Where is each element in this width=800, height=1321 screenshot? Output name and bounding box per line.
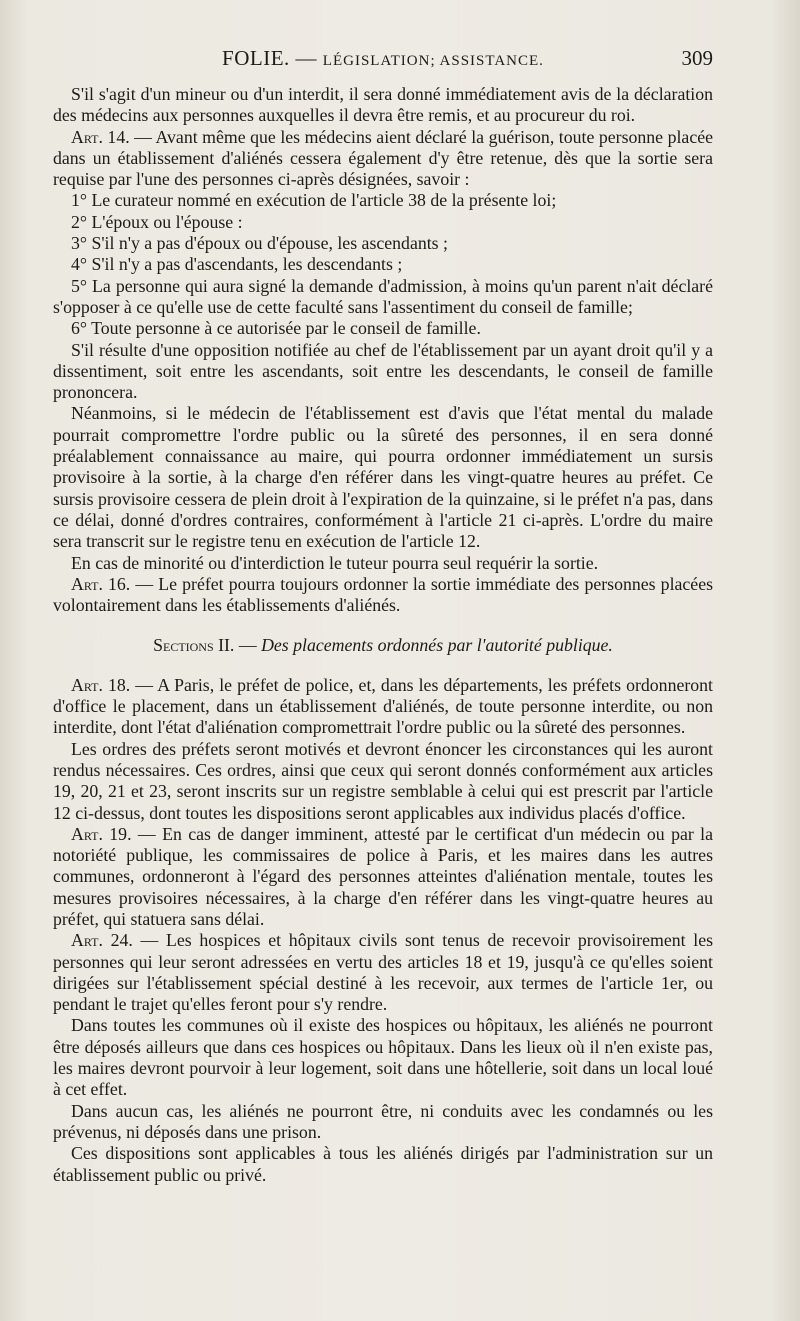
list-item: 3° S'il n'y a pas d'époux ou d'épouse, les ascendants ; xyxy=(71,233,448,254)
article-text: — A Paris, le préfet de police, et, dans les départements, les préfets ordonneront d'office le placement, dans un établissement d'aliénés, de toute personne interdite, ou non interdite, dont l'état d'aliénation compromettrait l'ordre public ou la sûreté des personnes. xyxy=(53,674,713,738)
paragraph: S'il résulte d'une opposition notifiée au chef de l'établissement par un ayant droit qu'il y a dissentiment, soit entre les ascendants, soit entre les descendants, le conseil de famille prononcera. xyxy=(53,339,713,403)
article-label: Art. 14. xyxy=(71,126,130,147)
article-label: Art. 16. xyxy=(71,573,131,594)
section-label: Sections II. xyxy=(153,635,235,656)
list-item: 2° L'époux ou l'épouse : xyxy=(71,211,243,232)
article-text: — Les hospices et hôpitaux civils sont tenus de recevoir provisoirement les personnes qui leur seront adressées en vertu des articles 18 et 19, jusqu'à ce qu'elles soient dirigées sur l'établissement spécial destiné à les recevoir, aux termes de l'article 1er, ou pendant le trajet qu'elles feront pour s'y rendre. xyxy=(53,930,714,1015)
paragraph: S'il s'agit d'un mineur ou d'un interdit, il sera donné immédiatement avis de la déclaration des médecins aux personnes auxquelles il devra être remis, et au procureur du roi. xyxy=(53,84,713,126)
paragraph: Ces dispositions sont applicables à tous les aliénés dirigés par l'administration sur un établissement public ou privé. xyxy=(53,1143,713,1185)
paragraph: En cas de minorité ou d'interdiction le tuteur pourra seul requérir la sortie. xyxy=(71,552,599,573)
header-title-sub: LÉGISLATION; ASSISTANCE. xyxy=(322,53,544,69)
list-item: 5° La personne qui aura signé la demande d'admission, à moins qu'un parent n'ait déclaré s'opposer à ce qu'elle use de cette faculté sans l'assentiment du conseil de famille; xyxy=(53,275,713,317)
article-label: Art. 19. xyxy=(71,823,132,844)
article-text: — Le préfet pourra toujours ordonner la sortie immédiate des personnes placées volontairement dans les établissements d'aliénés. xyxy=(53,573,713,616)
article-label: Art. 18. xyxy=(71,674,131,695)
running-header xyxy=(53,46,713,80)
list-item: 1° Le curateur nommé en exécution de l'article 38 de la présente loi; xyxy=(71,190,557,211)
article-label: Art. 24. xyxy=(71,930,133,951)
header-title-main: FOLIE. — xyxy=(222,46,323,70)
list-item: 4° S'il n'y a pas d'ascendants, les descendants ; xyxy=(71,254,403,275)
paragraph: Les ordres des préfets seront motivés et devront énoncer les circonstances qui les auront rendus nécessaires. Ces ordres, ainsi que ceux qui seront donnés conformément aux articles 19, 20, 21 et 23, seront inscrits sur un registre semblable à celui qui est prescrit par l'article 12 ci-dessus, dont toutes les dispositions seront applicables aux individus placés d'office. xyxy=(53,738,713,823)
article-24 xyxy=(53,930,713,1015)
section-dash: — xyxy=(234,635,262,656)
page-number: 309 xyxy=(681,46,713,70)
paragraph: Néanmoins, si le médecin de l'établissement est d'avis que l'état mental du malade pourrait compromettre l'ordre public ou la sûreté des personnes, il en sera donné préalablement connaissance au maire, qui pourra ordonner immédiatement un sursis provisoire à la sortie, à la charge d'en référer dans les vingt-quatre heures au préfet. Ce sursis provisoire cessera de plein droit à l'expiration de la quinzaine, si le préfet n'a pas, dans ce délai, donné d'ordres contraires, conformément à l'article 21 ci-après. L'ordre du maire sera transcrit sur le registre tenu en exécution de l'article 12. xyxy=(53,403,713,552)
article-text: — En cas de danger imminent, attesté par le certificat d'un médecin ou par la notoriété publique, les commissaires de police à Paris, et les maires dans les autres communes, ordonneront à l'égard des personnes atteintes d'aliénation mentale, toutes les mesures provisoires nécessaires, à la charge d'en référer dans les vingt-quatre heures au préfet, qui statuera sans délai. xyxy=(53,823,713,929)
page-body xyxy=(53,84,713,1186)
article-16 xyxy=(53,574,713,617)
article-19 xyxy=(53,824,713,930)
section-heading xyxy=(53,635,713,656)
article-14 xyxy=(53,127,713,191)
paragraph: Dans aucun cas, les aliénés ne pourront être, ni conduits avec les condamnés ou les prévenus, ni déposés dans une prison. xyxy=(53,1100,713,1142)
list-item: 6° Toute personne à ce autorisée par le conseil de famille. xyxy=(71,318,481,339)
article-18 xyxy=(53,675,713,739)
article-text: — Avant même que les médecins aient déclaré la guérison, toute personne placée dans un établissement d'aliénés cessera également d'y être retenue, dès que la sortie sera requise par l'une des personnes ci-après désignées, savoir : xyxy=(53,126,713,190)
section-title: Des placements ordonnés par l'autorité publique. xyxy=(261,635,613,656)
paragraph: Dans toutes les communes où il existe des hospices ou hôpitaux, les aliénés ne pourront être déposés ailleurs que dans ces hospices ou hôpitaux. Dans les lieux où il n'en existe pas, les maires devront pourvoir à leur logement, soit dans une hôtellerie, soit dans un local loué à cet effet. xyxy=(53,1015,713,1100)
header-title xyxy=(53,46,713,71)
